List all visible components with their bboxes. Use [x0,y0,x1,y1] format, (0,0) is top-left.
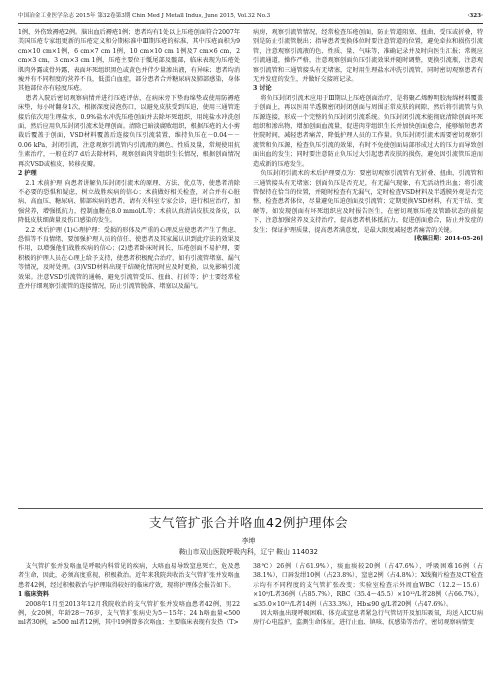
body-paragraph: 2008年1月至2013年12月我院收治的支气管扩张并发咯血患者42例，男22例，女20例，年龄28～76岁，支气管扩张病史为5～15年；24 h咯血量<500 ml者30例，≥500 ml者12例，其中19例曾多次咯血；主要临床表现有发热（T> [18,600,240,627]
body-paragraph: 负压封闭引流术的术后护理要点为：要密切观察引流管有无折叠、扭曲，引流管和三通管接头有无堵塞；创面负压是否充足，有无漏气现象，有无活动性出血；将引流管保持在恰当的位置，并随时检查有无漏气，定时检查VSD材料及半透膜外观是否完整，检查患者体位，尽量避免压迫创面及引流管；定期更换VSD材料，有无干结、变硬等，如发现创面有坏死组织应及时报告医生，在密切观察压疮及管路状态的前提下，注意加强营养及支持治疗，提高患者机体抵抗力，促进创面愈合，防止并发症的发生；保证护理质量，提高患者满意度，是最大限度减轻患者痛苦的关键。 [253,170,483,234]
body-paragraph: 患者入院后密切观察病情并进行压疮评估，在病床旁下垫海绵垫或使用防褥疮床垫，每小时翻身1次，根据深度浸泡伤口，以避免皮肤受到压迫，使用三通管连接后依次用生理盐水，0.9%盐水冲洗压疮创面并去除坏死组织，用纯盐水冲洗创面，然后应用负压封闭引流术处理创面。清除已暗淡腐败组织，根据压疮的大小剪裁后覆盖于创面，VSD材料覆盖后连接负压引流装置，维持负压在－0.04～－0.06 kPa，封闭引流，注意观察引流管内引流液的颜色、性质及量，常规使用抗生素治疗，一般在约7 d后去除材料，观察创面肉芽组织生长情况，根据创面情况再次VSD或植皮、转移皮瓣。 [18,94,240,168]
section-heading: 2 护理 [18,170,37,178]
body-paragraph: 病房，观察引流管情况，经常检查压疮创面，防止管道阻塞、扭曲、受压或折叠，特别是防止引流管脱出；指导患者变换体位时要注意管道的位置，避免牵拉和损伤引流管，注意观察引流液的色、性质、量、气味等，准确记录并及时向医生汇报；常规应引流通道，操作严格，注意观察创面负压引流效果并随时调整，更换引流瓶，注意观察引流管和三通管接头有无堵塞，定时用生理盐水冲洗引流管，同时密切观察患者有无并发症的发生，并做好交接班记录。 [253,29,483,84]
received-date: [收稿日期：2014-05-26] [413,235,483,242]
left-column-previous-article [18,28,240,506]
journal-citation: 中国冶金工业医学杂志 2015年 第32卷第3期 Chin Med J Metall Indus, June 2015, Vol.32 No.3 [18,13,271,19]
page-number: ·323· [467,13,483,19]
body-paragraph: 将负压封闭引流术应用于Ⅲ期以上压疮创面治疗，是将聚乙烯醇明胶海绵材料覆盖于创面上，再以医用半透膜密闭封闭创面与周围正常皮肤的间隙，然后将引流管与负压源连接，形成一个完整的负压封闭引流系统。负压封闭引流术能彻底清除创面坏死组织和渗出物，增加创面血流量，促进肉芽组织生长并加快创面愈合，能够缩短患者住院时间，减轻患者痛苦，降低护理人员的工作量。负压封闭引流术需要密切观察引流管和负压源，检查负压引流的效果，有时不免使创面局部形成过大的压力而导致创面出血的发生；同时要注意防止负压过大引起患者皮肤的损伤，避免因引流管压迫而造成新的压疮发生。 [253,94,483,168]
right-column-new-article [253,562,483,688]
section-heading: 1 临床资料 [18,591,49,599]
body-paragraph: 2.1 术前护理 向患者讲解负压封闭引流术的原理、方法、优点等，使患者消除不必要的恐惧和疑虑，树立战胜疾病的信心；术前做好相关检查，对合并有心脏病、高血压、糖尿病、肺部疾病的患者，请有关科室专家会诊，进行相应治疗，加强营养，增强抵抗力，控制血糖在8.0 mmol/L等；术前认真清洁皮肤及备皮，以降低皮肤细菌量及伤口感染的发生。 [18,179,240,225]
right-column-previous-article [253,28,483,508]
body-paragraph: 38℃）26例（占61.9%），痰血痰较20例（占47.6%），呼吸困难16例（占38.1%），口唇发绀10例（占23.8%），窒息2例（占4.8%）；X线胸片检查及CT检查示均有不同程度的支气管扩张改变；实验室检查示外周血WBC（12.2～15.6）×10⁹/L者36例（占85.7%），RBC（35.4～45.5）×10¹²/L者28例（占66.7%），≤35.0×10¹²/L者14例（占33.3%），Hb≤90 g/L者20例（占47.6%）。 [253,563,483,608]
header-rule [18,23,483,24]
body-paragraph: 1例，外伤致褥疮2例。脑出血后褥疮1例；患者均有1处以上压疮创面符合2007年美国压疮专家组更新的压疮定义和分期标准中Ⅲ期压疮的标准，其中压疮面积为9 cm×10 cm×1例，6 cm×7 cm 1例，10 cm×10 cm 1例及7 cm×6 cm，2 cm×3 cm，3 cm×3 cm 1例，压疮主要位于骶尾部及髋部，临床表现为压疮处肌肉外露或骨外露，表面坏死组织黑色或黄色并伴少量渗出液，有异味；患者均消瘦并有不同程度的营养不良，低蛋白血症，部分患者合并糖尿病及肺部感染，身体其他部位亦有轻度压疮。 [18,29,240,93]
article-title: 支气管扩张合并咯血42例护理体会 [149,515,348,530]
left-column-new-article [18,562,240,688]
section-heading: 3 讨论 [253,85,272,93]
body-paragraph: 2.2 术后护理 (1)心理护理：受损的形体及严重的心理反应使患者产生了焦虑、恐惧等不良情绪，要加强护理人员的信任、使患者及其家属认识到此疗法的效果及作用，以增强他们战胜疾病的信心；(2)患者卧床时间长，压疮创面不易护理，要积极的护理人员在心理上给予支持，使患者积极配合治疗，如有引流管堵塞、漏气等情况，及时处理。(3)VSD材料出现干结硬化情况时应及时更换，以免影响引流效果。注意VSD引流管的通畅，避免引流管受压、扭曲、打折等；护士要经常检查并仔细观察引流管的连接情况，防止引流管脱落、堵塞以及漏气。 [18,226,240,290]
article-divider [18,508,483,509]
body-paragraph: 因大咯血出现呼吸困难、体克或窒息者紧急行气管切开及加压吸氧，均送入ICU病房行心电监护，监测生命体征，进行止血、镇咳、抗感染等治疗，密切观察病情变 [253,610,483,627]
running-header [18,10,483,22]
body-paragraph: 支气管扩张并发咯血是呼吸内科常见的疾病，大咯血易导致窒息死亡，危及患者生命，因此，必须高度重视，积极救治。近年来我院共收治支气管扩张并发咯血患者42例，经过积极救治与护理取得较好的临床疗效，现将护理体会报告如下。 [18,563,240,589]
article-affiliation: 鞍山市双山医院呼吸内科，辽宁 鞍山 114032 [178,548,319,556]
article-author: 李坤 [241,537,256,545]
